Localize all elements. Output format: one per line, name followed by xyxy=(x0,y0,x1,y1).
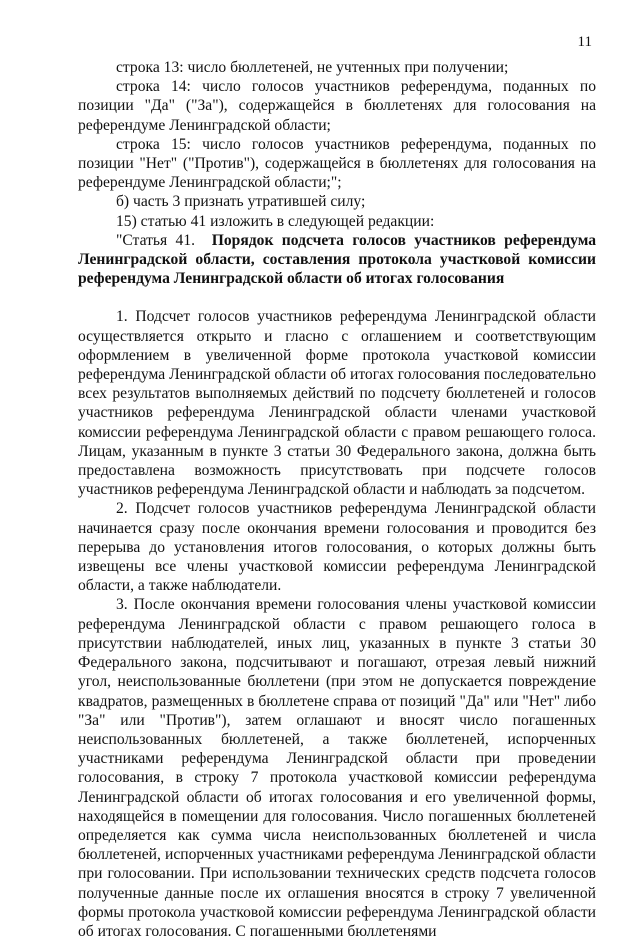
article-title: Порядок подсчета голосов участников референдума Ленинградской области, составления протокола участковой комиссии референдума Ленинградской области об итогах голосования xyxy=(78,231,597,288)
spacer xyxy=(78,288,596,307)
paragraph-line-15: строка 15: число голосов участников референдума, поданных по позиции "Нет" ("Против"), содержащейся в бюллетенях для голосования на референдуме Ленинградской области;"; xyxy=(78,135,596,192)
page-number: 11 xyxy=(577,34,592,50)
paragraph-clause-1: 1. Подсчет голосов участников референдума Ленинградской области осуществляется открыто и гласно с оглашением и соответствующим оформлением в увеличенной форме протокола участковой комиссии референдума Ленинградской области об итогах голосования последовательно всех результатов выполняемых действий по подсчету бюллетеней и голосов участников референдума Ленинградской области членами участковой комиссии референдума Ленинградской области с правом решающего голоса. Лицам, указанным в пункте 3 статьи 30 Федерального закона, должна быть предоставлена возможность присутствовать при подсчете голосов участников референдума Ленинградской области и наблюдать за подсчетом. xyxy=(78,308,596,499)
paragraph-line-14: строка 14: число голосов участников референдума, поданных по позиции "Да" ("За"), содержащейся в бюллетенях для голосования на референдуме Ленинградской области; xyxy=(78,78,596,134)
paragraph-article-41-intro: 15) статью 41 изложить в следующей редакции: xyxy=(116,212,435,230)
article-prefix: "Статья 41. xyxy=(116,231,196,249)
article-heading xyxy=(78,231,596,289)
paragraph-clause-2: 2. Подсчет голосов участников референдума Ленинградской области начинается сразу после окончания времени голосования и проводится без перерыва до установления итогов голосования, о которых должны быть извещены все члены участковой комиссии референдума Ленинградской области, а также наблюдатели. xyxy=(78,500,596,595)
paragraph-line-13: строка 13: число бюллетеней, не учтенных при получении; xyxy=(116,59,509,76)
paragraph-part-3: б) часть 3 признать утратившей силу; xyxy=(116,193,366,211)
paragraph-clause-3: 3. После окончания времени голосования члены участковой комиссии референдума Ленинградской области с правом решающего голоса в присутствии наблюдателей, иных лиц, указанных в пункте 3 статьи 30 Федерального закона, подсчитывают и погашают, отрезая левый нижний угол, неиспользованные бюллетени (при этом не допускается повреждение квадратов, размещенных в бюллетене справа от позиций "Да" или "Нет" либо "За" или "Против"), затем оглашают и вносят число погашенных неиспользованных бюллетеней, а также бюллетеней, испорченных участниками референдума Ленинградской области при проведении голосования, в строку 7 протокола участковой комиссии референдума Ленинградской области об итогах голосования и его увеличенной формы, находящейся в помещении для голосования. Число погашенных бюллетеней определяется как сумма числа неиспользованных бюллетеней и числа бюллетеней, испорченных участниками референдума Ленинградской области при голосовании. При использовании технических средств подсчета голосов полученные данные после их оглашения вносятся в строку 7 увеличенной формы протокола участковой комиссии референдума Ленинградской области об итогах голосования. С погашенными бюллетенями xyxy=(78,596,596,940)
document-body xyxy=(78,58,596,941)
